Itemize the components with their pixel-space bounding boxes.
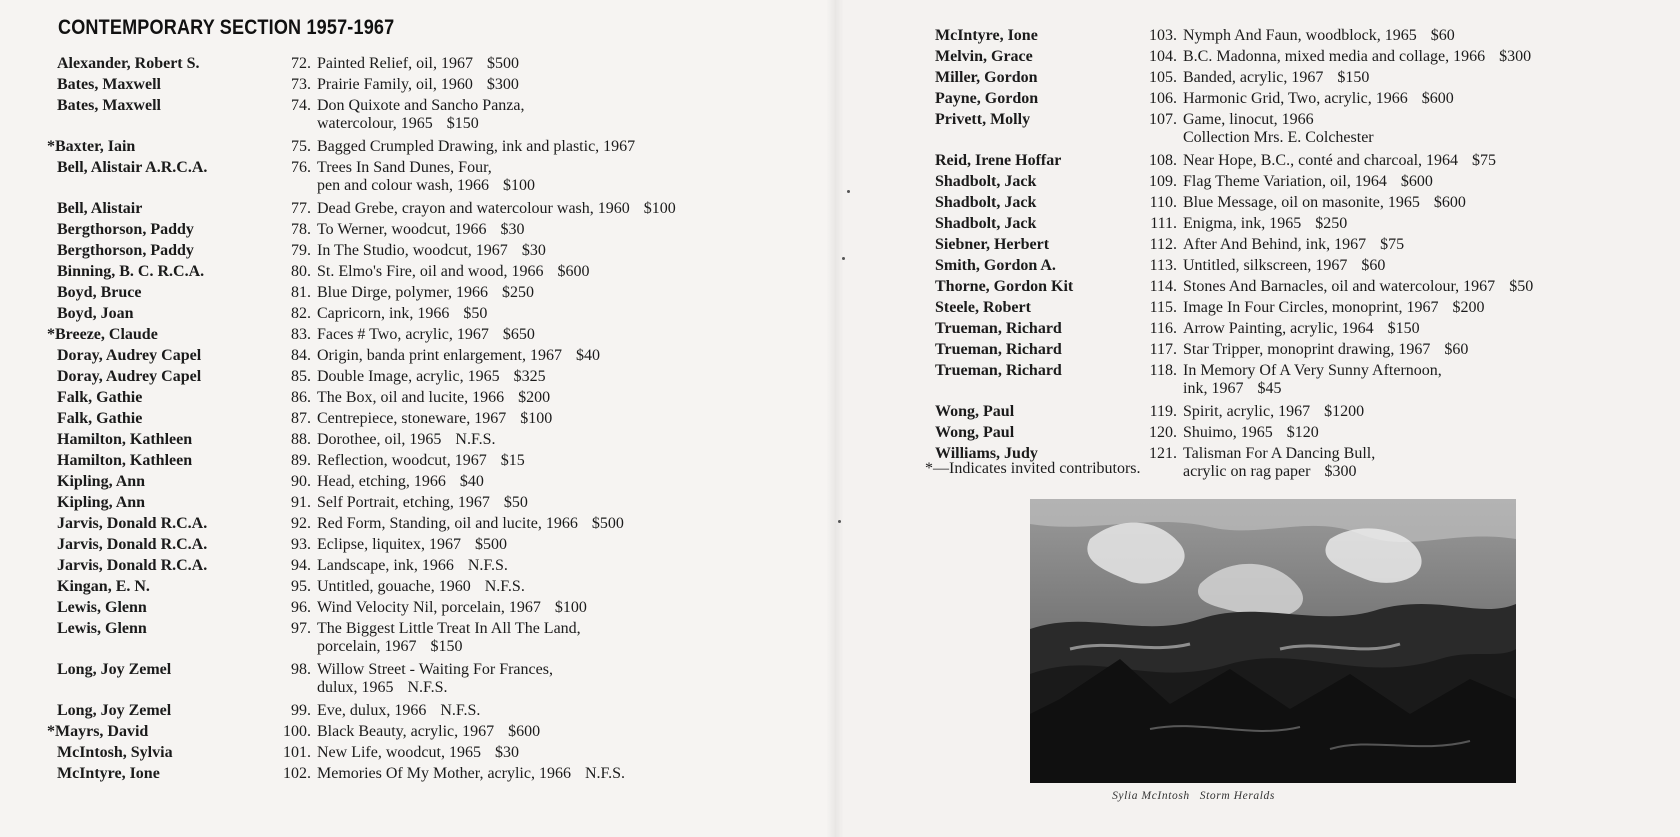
artwork-price: $45 bbox=[1257, 379, 1282, 397]
artwork-description: To Werner, woodcut, 1966 bbox=[317, 221, 487, 238]
book-gutter bbox=[826, 0, 844, 837]
entry-number: 111. bbox=[1150, 215, 1177, 232]
entry-number: 99. bbox=[291, 702, 311, 719]
artwork-description: Origin, banda print enlargement, 1967 bbox=[317, 347, 562, 364]
artwork-description: New Life, woodcut, 1965 bbox=[317, 744, 481, 761]
artwork-price: $60 bbox=[1444, 341, 1469, 358]
artwork-description: Blue Message, oil on masonite, 1965 bbox=[1183, 194, 1420, 211]
artwork-price: $150 bbox=[430, 637, 463, 655]
artwork-description: Untitled, silkscreen, 1967 bbox=[1183, 257, 1348, 274]
artist-name: Melvin, Grace bbox=[935, 48, 1033, 65]
artwork-price: $15 bbox=[500, 452, 525, 469]
catalogue-entry bbox=[835, 236, 1680, 254]
entry-number: 90. bbox=[291, 473, 311, 490]
catalogue-entry bbox=[0, 723, 835, 741]
artwork-price: $60 bbox=[1361, 257, 1386, 274]
artwork-price: $600 bbox=[557, 263, 590, 280]
catalogue-entry bbox=[0, 326, 835, 344]
catalogue-entry bbox=[0, 284, 835, 302]
entry-number: 118. bbox=[1149, 362, 1177, 379]
artwork-price: $150 bbox=[1337, 69, 1370, 86]
artwork-description: dulux, 1965 bbox=[317, 678, 394, 696]
artwork-description: In Memory Of A Very Sunny Afternoon, bbox=[1183, 362, 1442, 379]
artwork-description: Prairie Family, oil, 1960 bbox=[317, 76, 473, 93]
catalogue-entry bbox=[835, 90, 1680, 108]
artist-name: Falk, Gathie bbox=[57, 410, 143, 427]
artwork-price: $300 bbox=[1499, 48, 1532, 65]
artwork-description: Spirit, acrylic, 1967 bbox=[1183, 403, 1311, 420]
artwork-description: Willow Street - Waiting For Frances, bbox=[317, 661, 553, 678]
image-caption bbox=[1025, 790, 1275, 802]
catalogue-entry bbox=[835, 69, 1680, 87]
catalogue-entry bbox=[0, 55, 835, 73]
entry-number: 95. bbox=[291, 578, 311, 595]
artist-name: Long, Joy Zemel bbox=[57, 702, 172, 719]
artist-name: Wong, Paul bbox=[935, 424, 1015, 441]
artwork-description: Eve, dulux, 1966 bbox=[317, 702, 427, 719]
artist-name: Doray, Audrey Capel bbox=[57, 368, 202, 385]
artwork-description: Near Hope, B.C., conté and charcoal, 1964 bbox=[1183, 152, 1459, 169]
artwork-price: $100 bbox=[554, 599, 587, 616]
catalogue-entry bbox=[0, 473, 835, 491]
catalogue-entry bbox=[0, 159, 835, 194]
entry-number: 103. bbox=[1149, 27, 1177, 44]
artwork-price: $40 bbox=[575, 347, 600, 364]
entry-number: 87. bbox=[291, 410, 311, 427]
entry-number: 113. bbox=[1149, 257, 1177, 274]
artwork-description: Self Portrait, etching, 1967 bbox=[317, 494, 490, 511]
paper-speck bbox=[838, 520, 841, 523]
artwork-description: Image In Four Circles, monoprint, 1967 bbox=[1183, 299, 1439, 316]
artwork-description: The Biggest Little Treat In All The Land, bbox=[317, 620, 581, 637]
entry-number: 79. bbox=[291, 242, 311, 259]
catalogue-entry bbox=[835, 424, 1680, 442]
artwork-description: Untitled, gouache, 1960 bbox=[317, 578, 471, 595]
artwork-description: Harmonic Grid, Two, acrylic, 1966 bbox=[1183, 90, 1408, 107]
storm-heralds-print bbox=[1030, 499, 1516, 783]
artist-name: McIntosh, Sylvia bbox=[57, 744, 173, 761]
artwork-price: $200 bbox=[1452, 299, 1485, 316]
catalogue-entry bbox=[835, 111, 1680, 146]
entry-number: 93. bbox=[291, 536, 311, 553]
artist-name: Falk, Gathie bbox=[57, 389, 143, 406]
paper-speck bbox=[847, 190, 850, 193]
artwork-description: Banded, acrylic, 1967 bbox=[1183, 69, 1324, 86]
catalogue-entry bbox=[0, 578, 835, 596]
catalogue-entry bbox=[835, 299, 1680, 317]
entry-number: 110. bbox=[1149, 194, 1177, 211]
artist-name: Smith, Gordon A. bbox=[935, 257, 1056, 274]
footnote: *—Indicates invited contributors. bbox=[925, 460, 1141, 477]
artwork-description: porcelain, 1967 bbox=[317, 637, 417, 655]
catalogue-entry bbox=[0, 620, 835, 655]
entry-number: 74. bbox=[291, 97, 311, 114]
artist-name: *Breeze, Claude bbox=[47, 326, 158, 343]
entry-number: 104. bbox=[1149, 48, 1177, 65]
artwork-price: $60 bbox=[1430, 27, 1455, 44]
catalogue-entry bbox=[0, 263, 835, 281]
artwork-price: $100 bbox=[520, 410, 553, 427]
artwork-price: $500 bbox=[591, 515, 624, 532]
artwork-price: $500 bbox=[474, 536, 507, 553]
section-title: CONTEMPORARY SECTION 1957-1967 bbox=[58, 16, 395, 39]
artwork-price: $200 bbox=[518, 389, 551, 406]
catalogue-entry bbox=[835, 194, 1680, 212]
entry-number: 89. bbox=[291, 452, 311, 469]
entry-number: 86. bbox=[291, 389, 311, 406]
artwork-price: $40 bbox=[459, 473, 484, 490]
artwork-description: Star Tripper, monoprint drawing, 1967 bbox=[1183, 341, 1431, 358]
artwork-price: $300 bbox=[1324, 462, 1357, 480]
artwork-description: Painted Relief, oil, 1967 bbox=[317, 55, 473, 72]
artwork-price: $600 bbox=[1433, 194, 1466, 211]
artwork-price: $30 bbox=[494, 744, 519, 761]
artwork-description: pen and colour wash, 1966 bbox=[317, 176, 489, 194]
catalogue-entry bbox=[0, 661, 835, 696]
artist-name: Bell, Alistair A.R.C.A. bbox=[57, 159, 208, 176]
artist-name: McIntyre, Ione bbox=[57, 765, 160, 782]
entry-number: 84. bbox=[291, 347, 311, 364]
caption-artist: Sylia McIntosh bbox=[1112, 790, 1190, 802]
catalogue-entry bbox=[0, 200, 835, 218]
artwork-price: $600 bbox=[1421, 90, 1454, 107]
artwork-description: Talisman For A Dancing Bull, bbox=[1183, 445, 1376, 462]
artwork-price: $150 bbox=[446, 114, 479, 132]
artwork-description: St. Elmo's Fire, oil and wood, 1966 bbox=[317, 263, 544, 280]
artist-name: Binning, B. C. R.C.A. bbox=[57, 263, 205, 280]
catalogue-entry bbox=[0, 765, 835, 783]
artist-name: Boyd, Joan bbox=[57, 305, 134, 322]
artwork-price: $100 bbox=[502, 176, 535, 194]
entry-number: 120. bbox=[1149, 424, 1177, 441]
artwork-description: Shuimo, 1965 bbox=[1183, 424, 1273, 441]
catalogue-entry bbox=[0, 599, 835, 617]
artwork-price: N.F.S. bbox=[440, 702, 481, 719]
artwork-price: $50 bbox=[1509, 278, 1534, 295]
artwork-price: $600 bbox=[1400, 173, 1433, 190]
entry-number: 85. bbox=[291, 368, 311, 385]
artist-name: Bell, Alistair bbox=[57, 200, 143, 217]
entry-number: 101. bbox=[283, 744, 311, 761]
entry-number: 98. bbox=[291, 661, 311, 678]
artwork-price: $120 bbox=[1286, 424, 1319, 441]
artwork-description: Capricorn, ink, 1966 bbox=[317, 305, 450, 322]
catalogue-entry bbox=[0, 515, 835, 533]
catalogue-entry bbox=[0, 452, 835, 470]
artist-name: Trueman, Richard bbox=[935, 341, 1062, 358]
entry-number: 96. bbox=[291, 599, 311, 616]
artist-name: Reid, Irene Hoffar bbox=[935, 152, 1062, 169]
artwork-price: $50 bbox=[503, 494, 528, 511]
artwork-description: Enigma, ink, 1965 bbox=[1183, 215, 1302, 232]
entry-number: 73. bbox=[291, 76, 311, 93]
catalogue-entry bbox=[835, 278, 1680, 296]
artwork-description: Wind Velocity Nil, porcelain, 1967 bbox=[317, 599, 541, 616]
artwork-price: $250 bbox=[1315, 215, 1348, 232]
artist-name: Alexander, Robert S. bbox=[57, 55, 200, 72]
artist-name: *Mayrs, David bbox=[47, 723, 149, 740]
artist-name: Lewis, Glenn bbox=[57, 599, 147, 616]
catalogue-entry bbox=[835, 320, 1680, 338]
catalogue-entry bbox=[0, 494, 835, 512]
entry-number: 112. bbox=[1149, 236, 1177, 253]
artwork-description: watercolour, 1965 bbox=[317, 114, 433, 132]
catalogue-entry bbox=[835, 362, 1680, 397]
catalogue-entry bbox=[0, 242, 835, 260]
artist-name: Boyd, Bruce bbox=[57, 284, 142, 301]
artwork-description: Black Beauty, acrylic, 1967 bbox=[317, 723, 495, 740]
artwork-description: Nymph And Faun, woodblock, 1965 bbox=[1183, 27, 1417, 44]
catalogue-entry bbox=[835, 215, 1680, 233]
catalogue-entry bbox=[0, 76, 835, 94]
left-catalogue-list bbox=[0, 55, 835, 786]
artwork-description: Head, etching, 1966 bbox=[317, 473, 446, 490]
artist-name: Kipling, Ann bbox=[57, 494, 146, 511]
artwork-description: Game, linocut, 1966 bbox=[1183, 111, 1314, 128]
artist-name: Bergthorson, Paddy bbox=[57, 242, 194, 259]
artwork-description: Centrepiece, stoneware, 1967 bbox=[317, 410, 507, 427]
artwork-price: N.F.S. bbox=[467, 557, 508, 574]
artist-name: Shadbolt, Jack bbox=[935, 194, 1037, 211]
artist-name: Wong, Paul bbox=[935, 403, 1015, 420]
artist-name: Trueman, Richard bbox=[935, 320, 1062, 337]
artwork-price: N.F.S. bbox=[407, 678, 448, 696]
catalogue-entry bbox=[0, 431, 835, 449]
artwork-price: $650 bbox=[502, 326, 535, 343]
artwork-description: Eclipse, liquitex, 1967 bbox=[317, 536, 461, 553]
catalogue-entry bbox=[835, 257, 1680, 275]
entry-number: 94. bbox=[291, 557, 311, 574]
artist-name: *Baxter, Iain bbox=[47, 138, 136, 155]
catalogue-entry bbox=[0, 744, 835, 762]
artist-name: Lewis, Glenn bbox=[57, 620, 147, 637]
artist-name: Payne, Gordon bbox=[935, 90, 1039, 107]
catalogue-entry bbox=[0, 702, 835, 720]
entry-number: 82. bbox=[291, 305, 311, 322]
entry-number: 106. bbox=[1149, 90, 1177, 107]
paper-speck bbox=[842, 257, 845, 260]
artist-name: Hamilton, Kathleen bbox=[57, 452, 193, 469]
catalogue-entry bbox=[835, 341, 1680, 359]
entry-number: 114. bbox=[1149, 278, 1177, 295]
catalogue-entry bbox=[835, 48, 1680, 66]
artist-name: Steele, Robert bbox=[935, 299, 1031, 316]
entry-number: 116. bbox=[1149, 320, 1177, 337]
artwork-price: $150 bbox=[1387, 320, 1420, 337]
entry-number: 72. bbox=[291, 55, 311, 72]
entry-number: 97. bbox=[291, 620, 311, 637]
artwork-description: Flag Theme Variation, oil, 1964 bbox=[1183, 173, 1387, 190]
catalogue-entry bbox=[0, 536, 835, 554]
catalogue-entry bbox=[835, 27, 1680, 45]
artwork-description: Landscape, ink, 1966 bbox=[317, 557, 454, 574]
right-page bbox=[835, 0, 1680, 837]
left-page bbox=[0, 0, 835, 837]
entry-number: 75. bbox=[291, 138, 311, 155]
artist-name: Doray, Audrey Capel bbox=[57, 347, 202, 364]
artwork-price: $500 bbox=[486, 55, 519, 72]
artwork-price: $325 bbox=[513, 368, 546, 385]
artwork-price: N.F.S. bbox=[484, 578, 525, 595]
artwork-description: Stones And Barnacles, oil and watercolour, 1967 bbox=[1183, 278, 1496, 295]
entry-number: 92. bbox=[291, 515, 311, 532]
artwork-price: $50 bbox=[463, 305, 488, 322]
entry-number: 80. bbox=[291, 263, 311, 280]
entry-number: 102. bbox=[283, 765, 311, 782]
catalogue-entry bbox=[835, 403, 1680, 421]
entry-number: 91. bbox=[291, 494, 311, 511]
catalogue-entry bbox=[0, 389, 835, 407]
artist-name: Bates, Maxwell bbox=[57, 76, 161, 93]
artwork-description: Arrow Painting, acrylic, 1964 bbox=[1183, 320, 1374, 337]
artist-name: Privett, Molly bbox=[935, 111, 1031, 128]
catalogue-entry bbox=[0, 557, 835, 575]
artwork-description: Blue Dirge, polymer, 1966 bbox=[317, 284, 489, 301]
catalogue-entry bbox=[0, 347, 835, 365]
artwork-description: Reflection, woodcut, 1967 bbox=[317, 452, 487, 469]
catalogue-entry bbox=[0, 138, 835, 156]
artwork-price: $30 bbox=[521, 242, 546, 259]
artwork-description: After And Behind, ink, 1967 bbox=[1183, 236, 1367, 253]
artwork-price: $300 bbox=[486, 76, 519, 93]
artist-name: McIntyre, Ione bbox=[935, 27, 1038, 44]
artwork-description: Dead Grebe, crayon and watercolour wash, 1960 bbox=[317, 200, 630, 217]
artwork-price: N.F.S. bbox=[455, 431, 496, 448]
artwork-description: Red Form, Standing, oil and lucite, 1966 bbox=[317, 515, 578, 532]
artist-name: Bates, Maxwell bbox=[57, 97, 161, 114]
right-catalogue-list bbox=[835, 27, 1680, 486]
catalogue-entry bbox=[0, 368, 835, 386]
entry-number: 76. bbox=[291, 159, 311, 176]
entry-number: 109. bbox=[1149, 173, 1177, 190]
entry-number: 81. bbox=[291, 284, 311, 301]
catalogue-entry bbox=[0, 97, 835, 132]
catalogue-entry bbox=[835, 173, 1680, 191]
artist-name: Kingan, E. N. bbox=[57, 578, 150, 595]
artwork-image bbox=[1030, 499, 1516, 783]
artwork-description: acrylic on rag paper bbox=[1183, 462, 1311, 480]
catalogue-entry bbox=[0, 410, 835, 428]
artwork-description: Faces # Two, acrylic, 1967 bbox=[317, 326, 489, 343]
artwork-description: B.C. Madonna, mixed media and collage, 1966 bbox=[1183, 48, 1486, 65]
artwork-price: $30 bbox=[500, 221, 525, 238]
entry-number: 108. bbox=[1149, 152, 1177, 169]
artwork-description: The Box, oil and lucite, 1966 bbox=[317, 389, 505, 406]
artist-name: Shadbolt, Jack bbox=[935, 215, 1037, 232]
artist-name: Hamilton, Kathleen bbox=[57, 431, 193, 448]
catalogue-entry bbox=[835, 152, 1680, 170]
artwork-description: ink, 1967 bbox=[1183, 379, 1244, 397]
artwork-description: Collection Mrs. E. Colchester bbox=[1183, 128, 1374, 146]
artwork-description: Dorothee, oil, 1965 bbox=[317, 431, 442, 448]
artist-name: Kipling, Ann bbox=[57, 473, 146, 490]
artwork-price: $1200 bbox=[1324, 403, 1365, 420]
entry-number: 78. bbox=[291, 221, 311, 238]
artist-name: Jarvis, Donald R.C.A. bbox=[57, 515, 208, 532]
artist-name: Jarvis, Donald R.C.A. bbox=[57, 557, 208, 574]
artist-name: Bergthorson, Paddy bbox=[57, 221, 194, 238]
artwork-description: Bagged Crumpled Drawing, ink and plastic, 1967 bbox=[317, 138, 636, 155]
artist-name: Shadbolt, Jack bbox=[935, 173, 1037, 190]
artist-name: Thorne, Gordon Kit bbox=[935, 278, 1074, 295]
entry-number: 100. bbox=[283, 723, 311, 740]
entry-number: 107. bbox=[1149, 111, 1177, 128]
caption-title: Storm Heralds bbox=[1199, 790, 1275, 802]
artwork-price: $75 bbox=[1472, 152, 1497, 169]
artwork-description: Don Quixote and Sancho Panza, bbox=[317, 97, 525, 114]
artwork-price: $600 bbox=[508, 723, 541, 740]
artist-name: Jarvis, Donald R.C.A. bbox=[57, 536, 208, 553]
entry-number: 88. bbox=[291, 431, 311, 448]
artist-name: Long, Joy Zemel bbox=[57, 661, 172, 678]
artist-name: Williams, Judy bbox=[935, 445, 1038, 462]
artwork-description: Memories Of My Mother, acrylic, 1966 bbox=[317, 765, 571, 782]
catalogue-entry bbox=[0, 305, 835, 323]
entry-number: 119. bbox=[1149, 403, 1177, 420]
entry-number: 77. bbox=[291, 200, 311, 217]
artwork-description: Trees In Sand Dunes, Four, bbox=[317, 159, 492, 176]
artist-name: Miller, Gordon bbox=[935, 69, 1038, 86]
entry-number: 115. bbox=[1149, 299, 1177, 316]
entry-number: 121. bbox=[1149, 445, 1177, 462]
artwork-price: $100 bbox=[643, 200, 676, 217]
entry-number: 117. bbox=[1149, 341, 1177, 358]
artwork-description: Double Image, acrylic, 1965 bbox=[317, 368, 500, 385]
catalogue-entry bbox=[0, 221, 835, 239]
entry-number: 83. bbox=[291, 326, 311, 343]
artist-name: Siebner, Herbert bbox=[935, 236, 1050, 253]
entry-number: 105. bbox=[1149, 69, 1177, 86]
artwork-price: $75 bbox=[1380, 236, 1405, 253]
artwork-price: N.F.S. bbox=[584, 765, 626, 782]
artwork-description: In The Studio, woodcut, 1967 bbox=[317, 242, 508, 259]
artwork-price: $250 bbox=[502, 284, 535, 301]
artist-name: Trueman, Richard bbox=[935, 362, 1062, 379]
